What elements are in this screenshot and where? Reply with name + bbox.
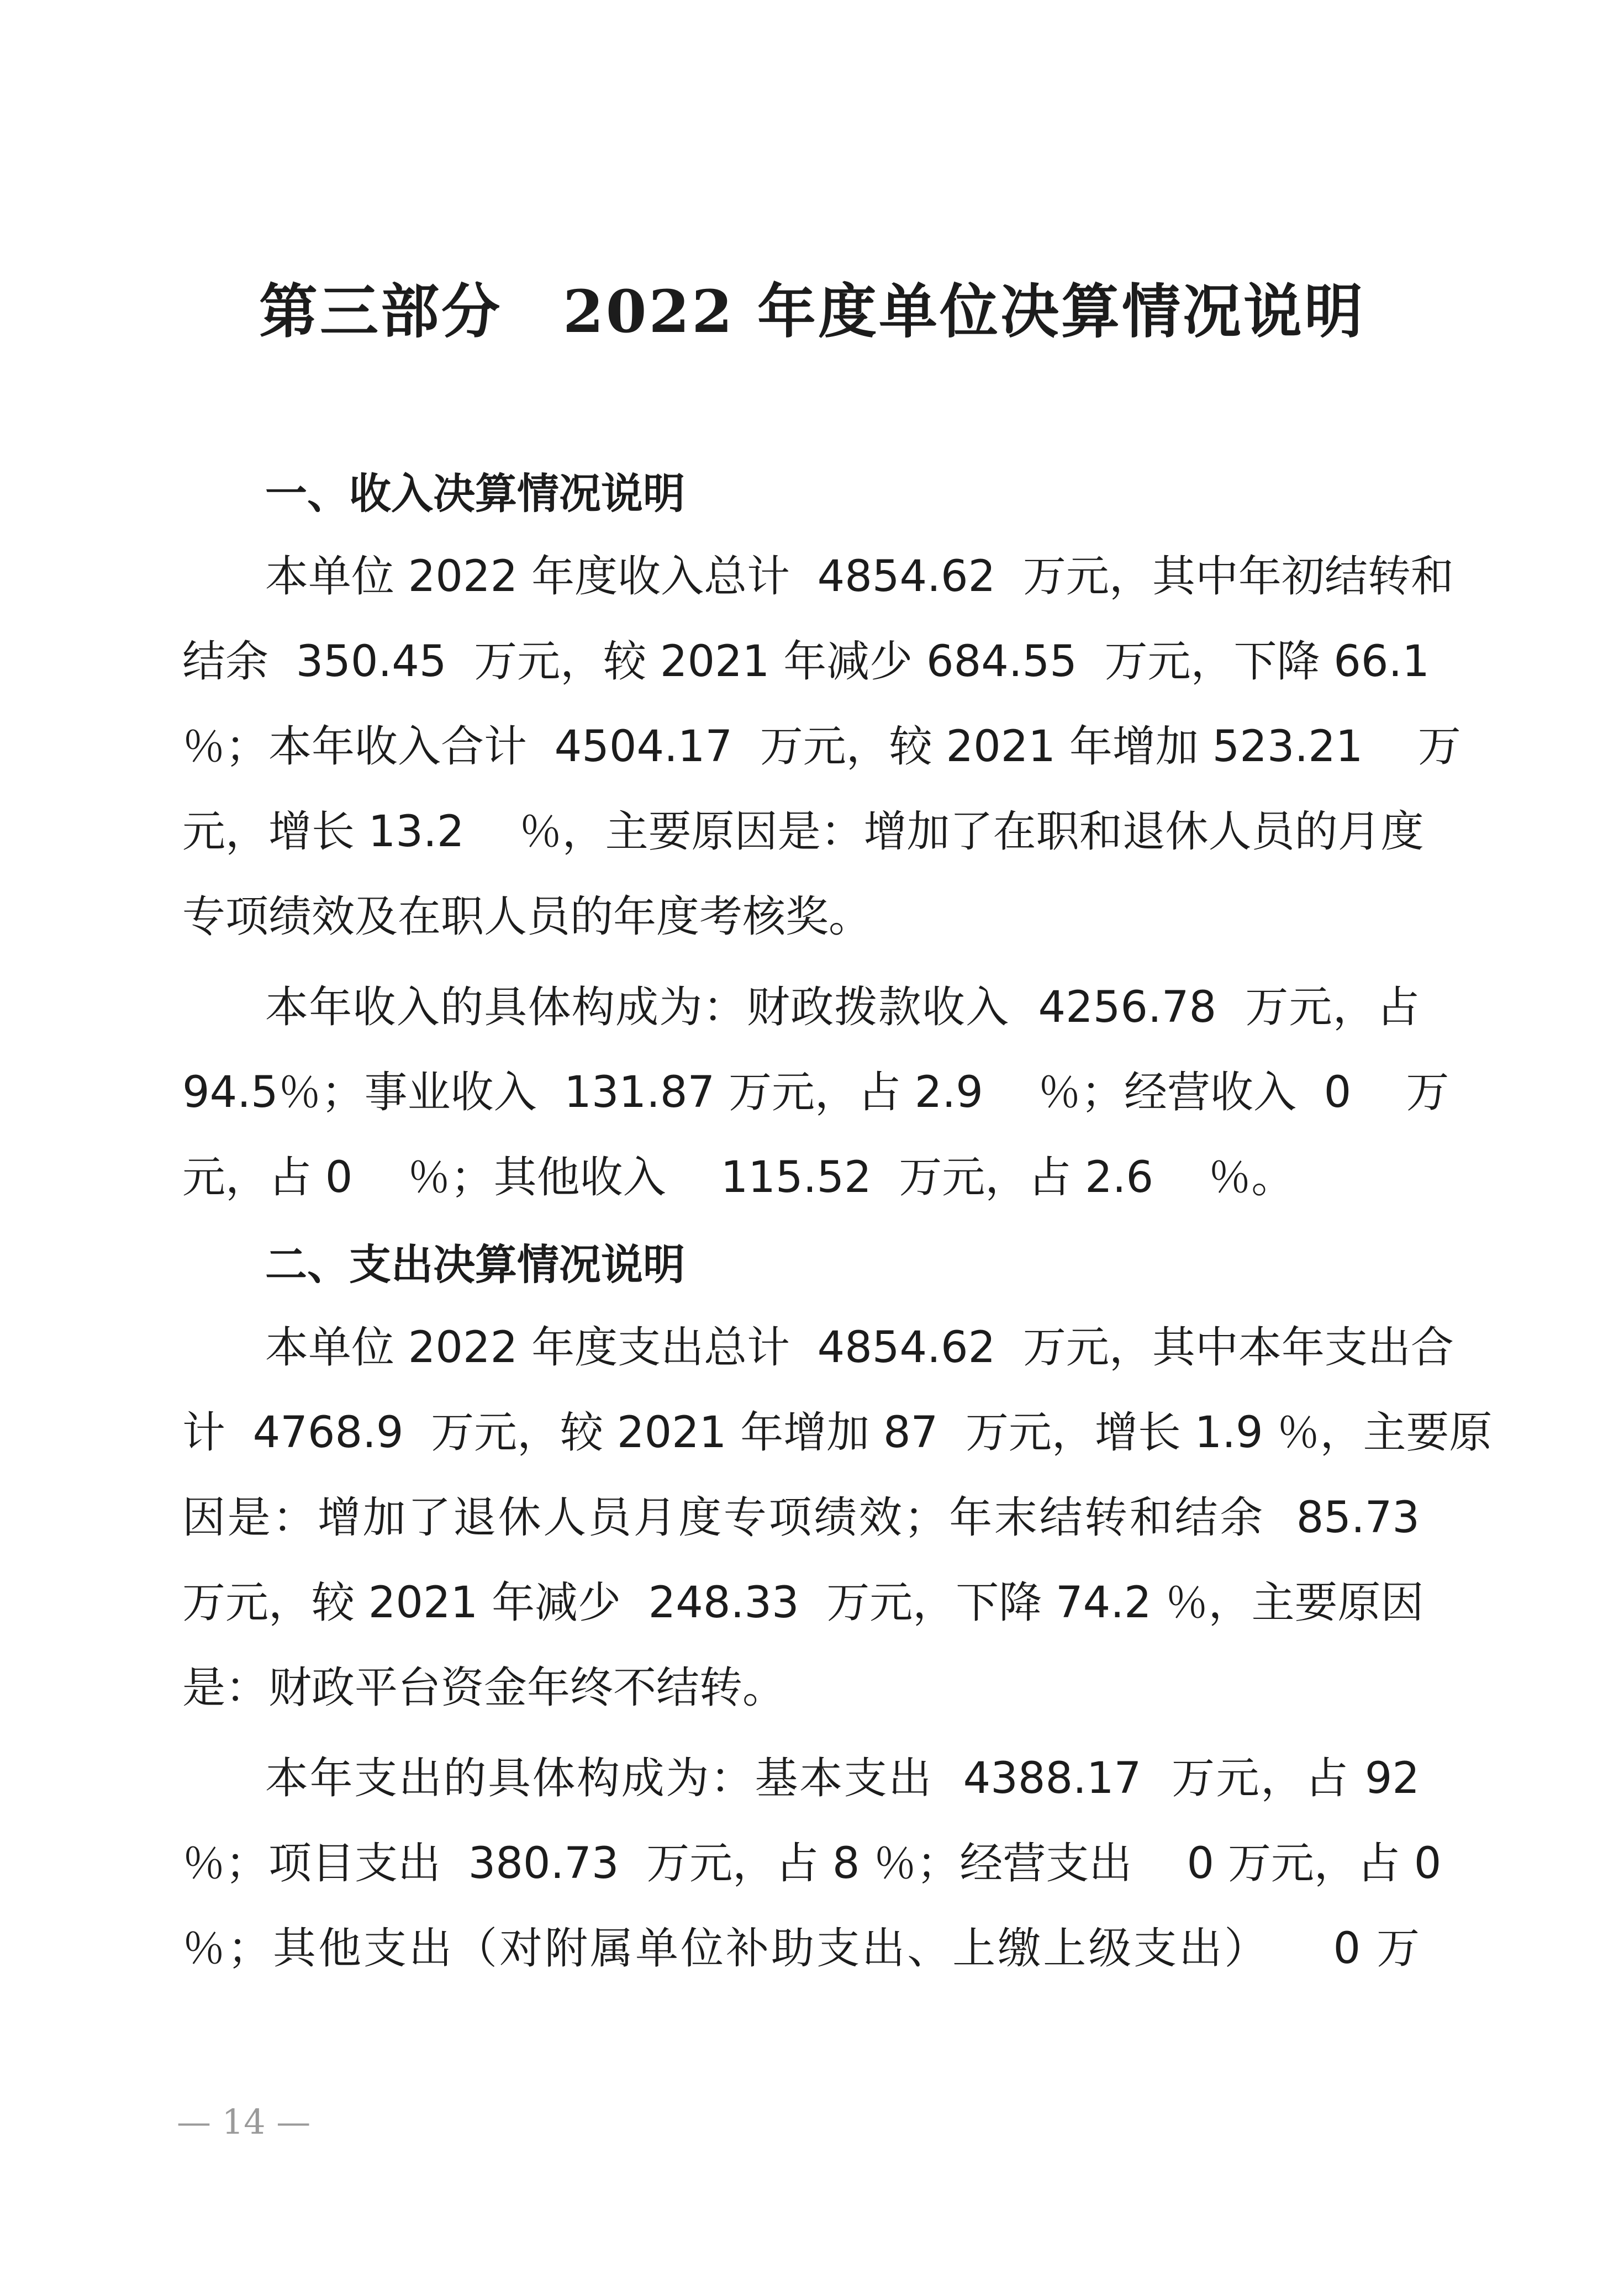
text-line: 是：财政平台资金年终不结转。 [182, 1663, 786, 1713]
text-line: 本年收入的具体构成为：财政拨款收入 4256.78 万元，占 [265, 983, 1420, 1032]
text-line: 计 4768.9 万元，较 2021 年增加 87 万元，增长 1.9 ％，主要原 [182, 1408, 1493, 1458]
text-line: 本单位 2022 年度收入总计 4854.62 万元，其中年初结转和 [265, 552, 1454, 601]
text-line: ％；本年收入合计 4504.17 万元，较 2021 年增加 523.21 万 [182, 722, 1461, 772]
page-title: 第三部分 2022 年度单位决算情况说明 [259, 277, 1365, 346]
text-line: 元，占 0 ％；其他收入 115.52 万元，占 2.6 ％。 [182, 1153, 1295, 1202]
text-line: 本单位 2022 年度支出总计 4854.62 万元，其中本年支出合 [265, 1323, 1454, 1373]
section-heading-expenditure: 二、支出决算情况说明 [265, 1240, 685, 1289]
page-number: — 14 — [177, 2102, 311, 2142]
text-line: ％；其他支出（对附属单位补助支出、上缴上级支出） 0 万 [182, 1924, 1420, 1974]
text-line: 94.5％；事业收入 131.87 万元，占 2.9 ％；经营收入 0 万 [182, 1068, 1449, 1117]
text-line: 元，增长 13.2 ％，主要原因是：增加了在职和退休人员的月度 [182, 807, 1424, 857]
text-line: 本年支出的具体构成为：基本支出 4388.17 万元，占 92 [265, 1754, 1420, 1803]
text-line: 专项绩效及在职人员的年度考核奖。 [182, 892, 872, 942]
text-line: ％；项目支出 380.73 万元，占 8 ％；经营支出 0 万元，占 0 [182, 1839, 1442, 1888]
text-line: 万元，较 2021 年减少 248.33 万元，下降 74.2 ％，主要原因 [182, 1578, 1424, 1628]
text-line: 结余 350.45 万元，较 2021 年减少 684.55 万元，下降 66.1 [182, 637, 1430, 687]
section-heading-income: 一、收入决算情况说明 [265, 469, 685, 518]
text-line: 因是：增加了退休人员月度专项绩效；年末结转和结余 85.73 [182, 1493, 1420, 1543]
